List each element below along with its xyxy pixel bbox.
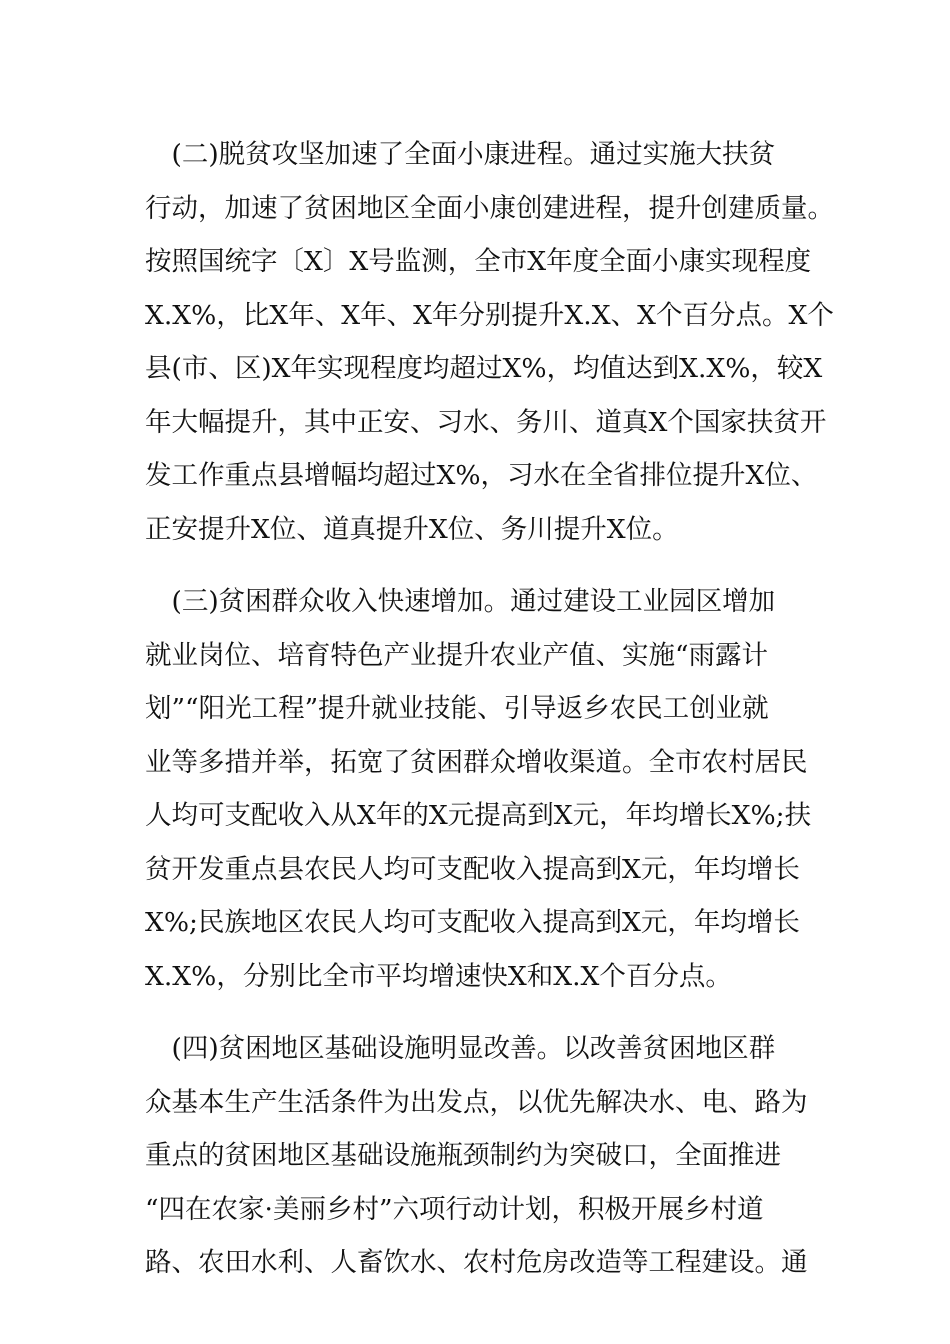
text-line: (二)脱贫攻坚加速了全面小康进程。通过实施大扶贫 xyxy=(145,139,776,170)
text-line: 行动，加速了贫困地区全面小康创建进程，提升创建质量。 xyxy=(145,192,834,224)
text-line: 县(市、区)X年实现程度均超过X%，均值达到X.X%，较X xyxy=(145,353,823,384)
paragraph-income-growth xyxy=(145,575,812,1003)
document-body xyxy=(145,128,834,1309)
text-line: (四)贫困地区基础设施明显改善。以改善贫困地区群 xyxy=(145,1033,776,1064)
text-line: 路、农田水利、人畜饮水、农村危房改造等工程建设。通 xyxy=(145,1247,808,1278)
text-line: 年大幅提升，其中正安、习水、务川、道真X个国家扶贫开 xyxy=(145,406,827,438)
text-line: 划”“阳光工程”提升就业技能、引导返乡农民工创业就 xyxy=(145,693,769,724)
text-line: 人均可支配收入从X年的X元提高到X元，年均增长X%;扶 xyxy=(145,800,812,831)
text-line: 发工作重点县增幅均超过X%，习水在全省排位提升X位、 xyxy=(145,460,818,491)
text-line: 正安提升X位、道真提升X位、务川提升X位。 xyxy=(145,513,679,545)
text-line: 贫开发重点县农民人均可支配收入提高到X元，年均增长 xyxy=(145,853,800,885)
paragraph-infrastructure xyxy=(145,1022,808,1290)
text-line: 就业岗位、培育特色产业提升农业产值、实施“雨露计 xyxy=(145,639,769,671)
text-line: X%;民族地区农民人均可支配收入提高到X元，年均增长 xyxy=(145,907,800,938)
text-line: 众基本生产生活条件为出发点，以优先解决水、电、路为 xyxy=(145,1086,808,1118)
text-line: X.X%，比X年、X年、X年分别提升X.X、X个百分点。X个 xyxy=(145,299,834,331)
text-line: 业等多措并举，拓宽了贫困群众增收渠道。全市农村居民 xyxy=(145,746,808,778)
text-line: (三)贫困群众收入快速增加。通过建设工业园区增加 xyxy=(145,586,776,617)
text-line: 重点的贫困地区基础设施瓶颈制约为突破口，全面推进 xyxy=(145,1140,781,1171)
text-line: “四在农家·美丽乡村”六项行动计划，积极开展乡村道 xyxy=(145,1193,764,1225)
text-line: 按照国统字〔X〕X号监测，全市X年度全面小康实现程度 xyxy=(145,246,812,277)
paragraph-poverty-alleviation-well-off xyxy=(145,128,834,556)
text-line: X.X%，分别比全市平均增速快X和X.X个百分点。 xyxy=(145,960,732,992)
